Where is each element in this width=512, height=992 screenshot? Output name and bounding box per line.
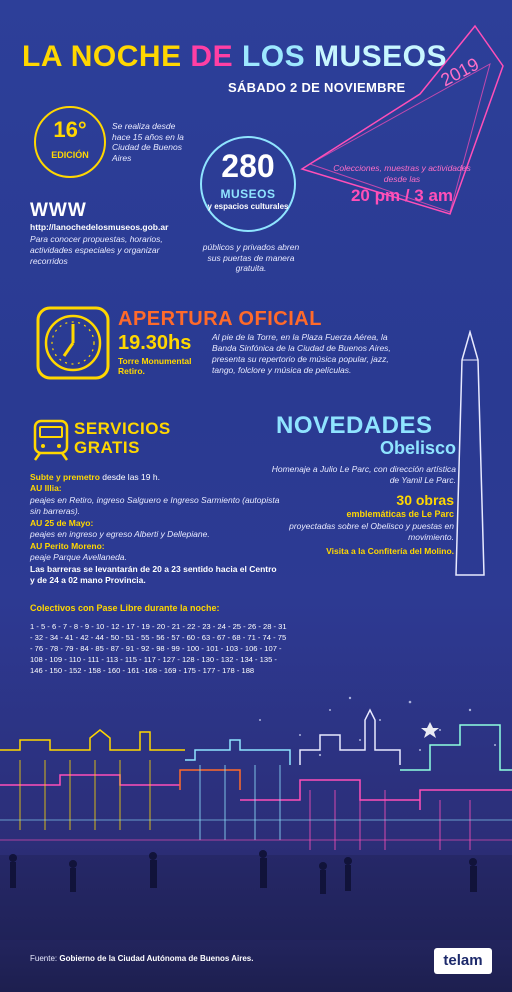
hours-intro: Colecciones, muestras y actividades desde las [333,163,471,184]
news-obras: 30 obras [396,492,454,508]
main-title: LA NOCHE DE LOS MUSEOS [22,40,447,73]
museums-sub: y espacios culturales [207,202,289,211]
source-note: Fuente: Gobierno de la Ciudad Autónoma de Buenos Aires. [30,954,254,963]
telam-logo: telam [434,948,492,974]
opening-title: APERTURA OFICIAL [118,308,322,330]
web-description: Para conocer propuestas, horarios, actividades especiales y organizar recorridos [30,234,163,267]
event-date: SÁBADO 2 DE NOVIEMBRE [228,80,406,95]
train-icon [32,418,70,462]
opening-time: 19.30hs [118,332,192,354]
mayo-label: AU 25 de Mayo: [30,517,94,528]
news-obelisco: Obelisco [379,438,456,458]
news-visita: Visita a la Confitería del Molino. [326,546,454,556]
mayo-desc: peajes en ingreso y egreso Alberti y Dellepiane. [30,529,210,540]
web-heading: WWW [30,200,87,221]
opening-description: Al pie de la Torre, en la Plaza Fuerza Aérea, la Banda Sinfónica de la Ciudad de Buenos Aires, presenta su repertorio de música popular, jazz, tango, folclore y música de películas. [212,332,391,376]
news-proyectadas: proyectadas sobre el Obelisco y puestas en movimiento. [289,521,454,543]
services-body [30,472,280,587]
subte-time: desde las 19 h. [102,472,160,482]
city-skyline [0,690,512,940]
buses-list: 1 - 5 - 6 - 7 - 8 - 9 - 10 - 12 - 17 - 19 - 20 - 21 - 22 - 23 - 24 - 25 - 26 - 28 - 31 - 32 - 34 - 41 - 42 - 44 - 50 - 51 - 55 - 56 - 57 - 60 - 63 - 67 - 68 - 71 - 74 - 75 - 76 - 78 - 79 - 84 - 85 - 87 - 91 - 92 - 98 - 99 - 100 - 101 - 103 - 106 - 107 - 108 - 109 - 110 - 111 - 113 - 115 - 117 - 127 - 128 - 130 - 132 - 134 - 135 - 146 - 150 - 152 - 158 - 160 - 161 -168 - 169 - 175 - 177 - 178 - 188 [30,622,287,675]
hours-range: 20 pm / 3 am [350,186,454,205]
museums-count: 280 [221,148,275,184]
web-url[interactable]: http://lanochedelosmuseos.gob.ar [30,222,169,232]
subte-label: Subte y premetro [30,472,100,482]
services-title: SERVICIOS GRATIS [74,419,171,457]
edition-number: 16° [53,117,87,142]
event-year: 2019 [437,53,483,91]
news-obras-sub: emblemáticas de Le Parc [346,509,454,519]
edition-label: EDICIÓN [51,150,89,160]
illia-desc: peajes en Retiro, ingreso Salguero e Ingreso Sarmiento (autopista sin barreras). [30,494,280,517]
opening-place: Torre Monumental Retiro. [118,356,192,377]
clock-icon [36,306,110,380]
museums-label: MUSEOS [220,187,276,201]
moreno-label: AU Perito Moreno: [30,540,105,551]
moreno-desc: peaje Parque Avellaneda. [30,552,127,563]
barreras-text: Las barreras se levantarán de 20 a 23 sentido hacia el Centro y de 24 a 02 mano Provincia. [30,563,277,586]
illia-label: AU Illia: [30,483,62,494]
edition-text: Se realiza desde hace 15 años en la Ciudad de Buenos Aires [112,121,184,163]
buses-title: Colectivos con Pase Libre durante la noche: [30,603,220,613]
news-homenaje: Homenaje a Julio Le Parc, con dirección artística de Yamil Le Parc. [271,464,456,486]
news-title: NOVEDADES [276,412,433,439]
museums-description: públicos y privados abren sus puertas de manera gratuita. [202,242,300,274]
